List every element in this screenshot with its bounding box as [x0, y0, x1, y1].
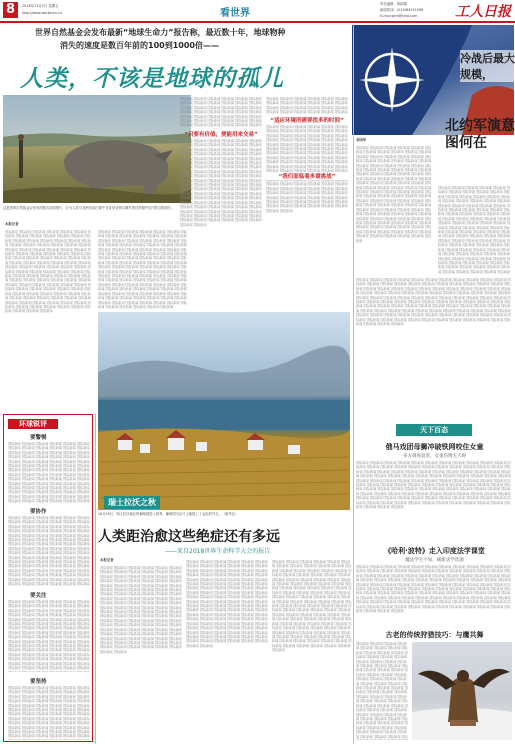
falconer-photo — [412, 642, 512, 740]
lead-headline: 人类，不该是地球的孤儿 — [20, 66, 284, 92]
village-photo-caption: 10月29日，瑞士拉沃地区的葡萄园进入秋季，葡萄园为这片土地披上了金色的外衣。（新华社） — [98, 512, 239, 516]
commentary-section-title-2: 要协作 — [30, 509, 47, 515]
village-illustration — [98, 312, 350, 510]
commentary-text-4 — [8, 686, 90, 740]
falconer-illustration — [412, 642, 512, 740]
lead-body-col-4b — [266, 125, 348, 309]
commentary-text-3 — [8, 600, 90, 672]
glance-headline-2: 《哈利·波特》走入印度法学课堂 — [384, 547, 485, 555]
lead-body-col-3a — [180, 97, 262, 127]
glance-subhead-2: 魔法学生不易，刷新法学选题 — [405, 558, 464, 563]
commentary-section-title-3: 要关注 — [30, 593, 47, 599]
masthead-rule — [0, 21, 515, 23]
second-subhead: ——来自2018世界生命科学大会的报告 — [165, 548, 271, 555]
page-number-badge: 8 — [3, 2, 18, 18]
lead-subhead-2: “适应环境所需要很多的时间” — [270, 118, 344, 124]
commentary-section-title-4: 要坚持 — [30, 679, 47, 685]
second-byline: 本报记者 — [100, 558, 114, 562]
nato-headline-line-1: 冷战后最大规模， — [460, 52, 515, 81]
website-url[interactable]: http://www.workercn.cn — [22, 11, 63, 15]
village-photo-overlay-title: 瑞士拉沃之秋 — [104, 496, 160, 509]
newspaper-logo: 工人日报 — [455, 4, 511, 20]
lead-deck-line-1: 世界自然基金会发布最新“地球生命力”报告称，最近数十年，地球物种 — [35, 28, 286, 37]
rhino-photo-caption: 这是世界自然基金会发布的报告封面图片，左为人类与非洲北部白犀牛在肯尼亚奥尔佩杰塔自然保护区内的合影照片。 — [3, 206, 175, 210]
glance-text-1 — [356, 461, 513, 541]
nato-body-col-2 — [438, 186, 512, 274]
lead-byline: 本报记者 — [5, 222, 19, 226]
nato-headline — [460, 50, 515, 82]
lead-body-col-3b — [180, 139, 262, 309]
second-body-col-2 — [186, 560, 268, 742]
lead-subhead-3: “我们面临着多重挑战” — [266, 172, 348, 180]
masthead — [0, 0, 515, 22]
glance-subhead-1: 多方调查追责，女童伤情无大碍 — [403, 454, 466, 459]
nato-byline: 李国华 — [356, 138, 367, 142]
column-rule-1 — [95, 414, 96, 744]
second-body-col-1 — [100, 566, 182, 742]
commentary-box-title: 环球锐评 — [8, 419, 58, 429]
rhino-photo — [3, 95, 191, 203]
rhino-illustration — [3, 95, 191, 203]
lead-deck-line-2: 消失的速度是数百年前的100到1000倍—— — [60, 41, 219, 50]
glance-headline-1: 俄马戏团母狮冲破铁网咬住女童 — [385, 443, 484, 451]
glance-headline-3: 古老的传统狩猎技巧：与鹰共舞 — [385, 631, 484, 639]
news-hotline: 新闻热线：(010)84151598 — [380, 8, 424, 12]
world-glance-box — [356, 422, 513, 742]
commentary-text-1 — [8, 442, 90, 504]
second-body-col-3 — [272, 560, 352, 742]
nato-body-bottom — [356, 278, 512, 418]
commentary-section-title-1: 要警惕 — [30, 435, 47, 441]
second-headline: 人类距治愈这些绝症还有多远 — [98, 529, 280, 545]
nato-body-col-1 — [356, 146, 434, 274]
village-photo — [98, 312, 350, 510]
issue-date: 2018年11月2日 星期五 — [22, 4, 59, 8]
nato-headline-line-2: 北约军演意图何在 — [445, 118, 515, 151]
editor-credit: 责任编辑：陈丽娟 — [380, 2, 408, 6]
world-glance-title: 天下百态 — [396, 424, 472, 436]
contact-email: E-mail:grrb@sina.com — [380, 14, 418, 18]
section-title: 看世界 — [220, 8, 250, 19]
lead-body-col-1 — [5, 230, 93, 412]
glance-text-3 — [356, 642, 408, 740]
commentary-text-2 — [8, 516, 90, 586]
commentary-box — [3, 414, 93, 742]
lead-body-col-4a — [266, 97, 348, 114]
column-rule-2 — [353, 24, 354, 744]
glance-text-2 — [356, 565, 513, 625]
lead-subhead-1: “只要有价值，便能用来交易” — [184, 132, 258, 138]
